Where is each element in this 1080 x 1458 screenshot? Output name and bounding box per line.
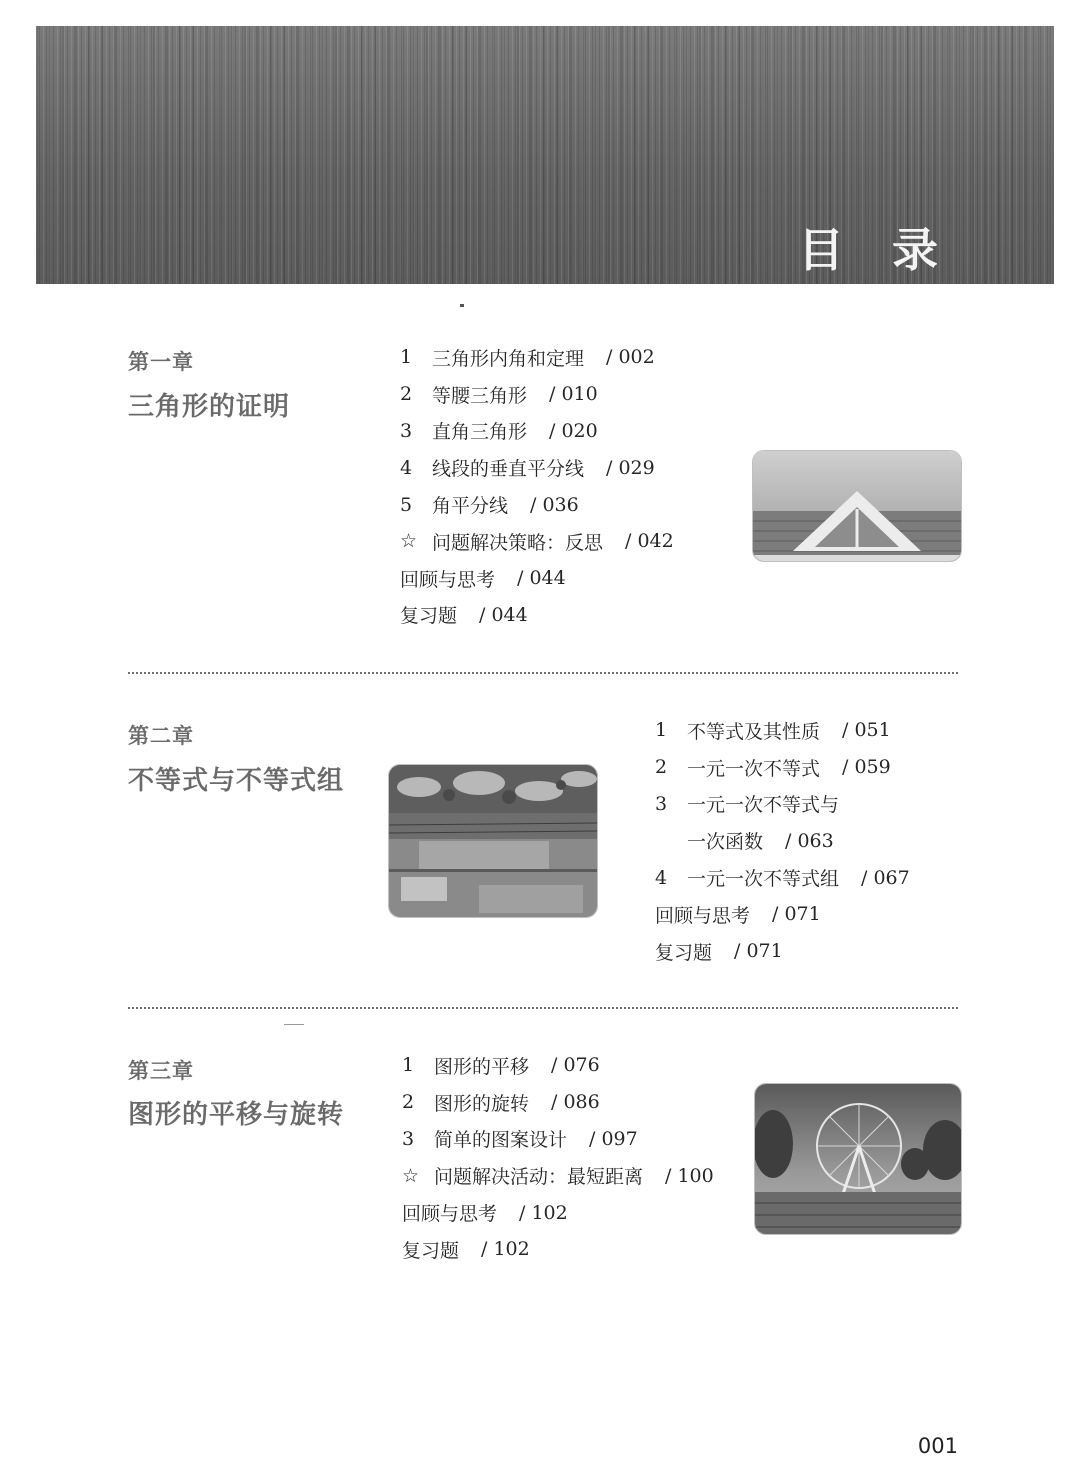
toc-entry-number: 1 <box>655 719 668 742</box>
toc-entry-title: 直角三角形 <box>432 421 528 444</box>
toc-entry-page: / 059 <box>842 756 891 779</box>
toc-entry-title: 回顾与思考 <box>402 1203 498 1226</box>
toc-entry[interactable] <box>655 859 910 896</box>
toc-entry-number: 3 <box>400 419 413 442</box>
toc-entry-page: / 042 <box>625 530 674 553</box>
toc-entry-title: 复习题 <box>400 605 458 628</box>
chapter-1-title: 三角形的证明 <box>128 392 291 422</box>
star-icon: ☆ <box>400 530 418 553</box>
chapter-3-ferris-wheel-photo <box>754 1083 962 1235</box>
section-divider-2 <box>128 1007 958 1009</box>
toc-entry-title: 图形的旋转 <box>434 1092 530 1115</box>
toc-entry[interactable] <box>402 1194 714 1231</box>
page-title: 目 录 <box>797 223 954 277</box>
toc-entry-page: / 029 <box>606 456 655 479</box>
toc-entry-number: 2 <box>655 756 668 779</box>
toc-entry-page: / 010 <box>549 383 598 406</box>
toc-entry[interactable] <box>655 786 910 823</box>
toc-entry-number: 5 <box>400 493 413 516</box>
toc-entry-number: 1 <box>400 346 413 369</box>
toc-entry-page: / 100 <box>665 1164 714 1187</box>
toc-entry[interactable] <box>400 449 674 486</box>
toc-entry-page: / 086 <box>551 1091 600 1114</box>
toc-entry-number: 4 <box>655 866 668 889</box>
chapter-2-title: 不等式与不等式组 <box>128 766 345 796</box>
scan-speck <box>284 1024 304 1025</box>
toc-entry-title: 线段的垂直平分线 <box>432 458 585 481</box>
chapter-1-toc <box>400 339 674 633</box>
toc-entry-page: / 076 <box>551 1054 600 1077</box>
toc-entry[interactable] <box>400 523 674 560</box>
chapter-1-roof-photo <box>752 450 962 562</box>
chapter-1-label: 第一章 <box>128 350 194 374</box>
toc-entry[interactable] <box>655 896 910 933</box>
toc-entry-title: 等腰三角形 <box>432 384 528 407</box>
toc-entry[interactable] <box>402 1231 714 1268</box>
toc-entry-number: 4 <box>400 456 413 479</box>
chapter-2-market-photo <box>388 764 598 918</box>
toc-entry[interactable] <box>402 1121 714 1158</box>
toc-entry[interactable] <box>400 486 674 523</box>
toc-entry-page: / 097 <box>589 1127 638 1150</box>
toc-entry-title: 不等式及其性质 <box>687 720 821 743</box>
toc-entry-number: 3 <box>655 792 668 815</box>
toc-entry-title: 角平分线 <box>432 495 509 518</box>
toc-entry-page: / 063 <box>785 829 834 852</box>
toc-entry[interactable] <box>402 1084 714 1121</box>
toc-entry-title: 复习题 <box>402 1239 460 1262</box>
chapter-2-toc <box>655 712 910 970</box>
toc-entry-title: 一元一次不等式与 <box>687 794 840 817</box>
toc-entry[interactable] <box>655 822 910 859</box>
toc-entry-page: / 036 <box>530 493 579 516</box>
toc-entry-page: / 102 <box>519 1201 568 1224</box>
toc-entry-number: 2 <box>400 383 413 406</box>
scan-speck <box>460 304 464 307</box>
toc-entry-page: / 044 <box>479 603 528 626</box>
toc-entry-title: 问题解决活动：最短距离 <box>434 1166 644 1189</box>
toc-entry-page: / 002 <box>606 346 655 369</box>
toc-entry[interactable] <box>400 597 674 634</box>
toc-entry[interactable] <box>400 413 674 450</box>
toc-entry[interactable] <box>655 749 910 786</box>
toc-entry-title: 一元一次不等式组 <box>687 868 840 891</box>
toc-entry-page: / 071 <box>772 903 821 926</box>
toc-entry-title: 三角形内角和定理 <box>432 347 585 370</box>
toc-entry-page: / 051 <box>842 719 891 742</box>
toc-entry-number: 3 <box>402 1127 415 1150</box>
toc-entry-number: 2 <box>402 1091 415 1114</box>
toc-entry[interactable] <box>402 1157 714 1194</box>
toc-entry-page: / 020 <box>549 419 598 442</box>
toc-entry-page: / 044 <box>517 567 566 590</box>
star-icon: ☆ <box>402 1164 420 1187</box>
toc-entry-page: / 102 <box>481 1238 530 1261</box>
toc-entry-page: / 071 <box>734 940 783 963</box>
toc-entry[interactable] <box>655 933 910 970</box>
toc-entry-title: 回顾与思考 <box>400 568 496 591</box>
toc-entry[interactable] <box>655 712 910 749</box>
toc-entry-title: 一次函数 <box>687 831 764 854</box>
toc-entry-title: 问题解决策略：反思 <box>432 531 604 554</box>
toc-entry[interactable] <box>400 376 674 413</box>
toc-entry[interactable] <box>400 339 674 376</box>
toc-entry-number: 1 <box>402 1054 415 1077</box>
toc-entry-page: / 067 <box>861 866 910 889</box>
toc-entry-title: 复习题 <box>655 941 713 964</box>
chapter-3-label: 第三章 <box>128 1059 194 1083</box>
chapter-2-label: 第二章 <box>128 724 194 748</box>
section-divider-1 <box>128 672 958 674</box>
toc-entry-title: 一元一次不等式 <box>687 757 821 780</box>
toc-entry-title: 简单的图案设计 <box>434 1129 568 1152</box>
header-banner <box>36 26 1054 284</box>
toc-entry-title: 回顾与思考 <box>655 904 751 927</box>
toc-entry-title: 图形的平移 <box>434 1055 530 1078</box>
toc-entry[interactable] <box>400 560 674 597</box>
chapter-3-toc <box>402 1047 714 1268</box>
page-number: 001 <box>917 1434 958 1458</box>
toc-entry[interactable] <box>402 1047 714 1084</box>
chapter-3-title: 图形的平移与旋转 <box>128 1100 345 1130</box>
